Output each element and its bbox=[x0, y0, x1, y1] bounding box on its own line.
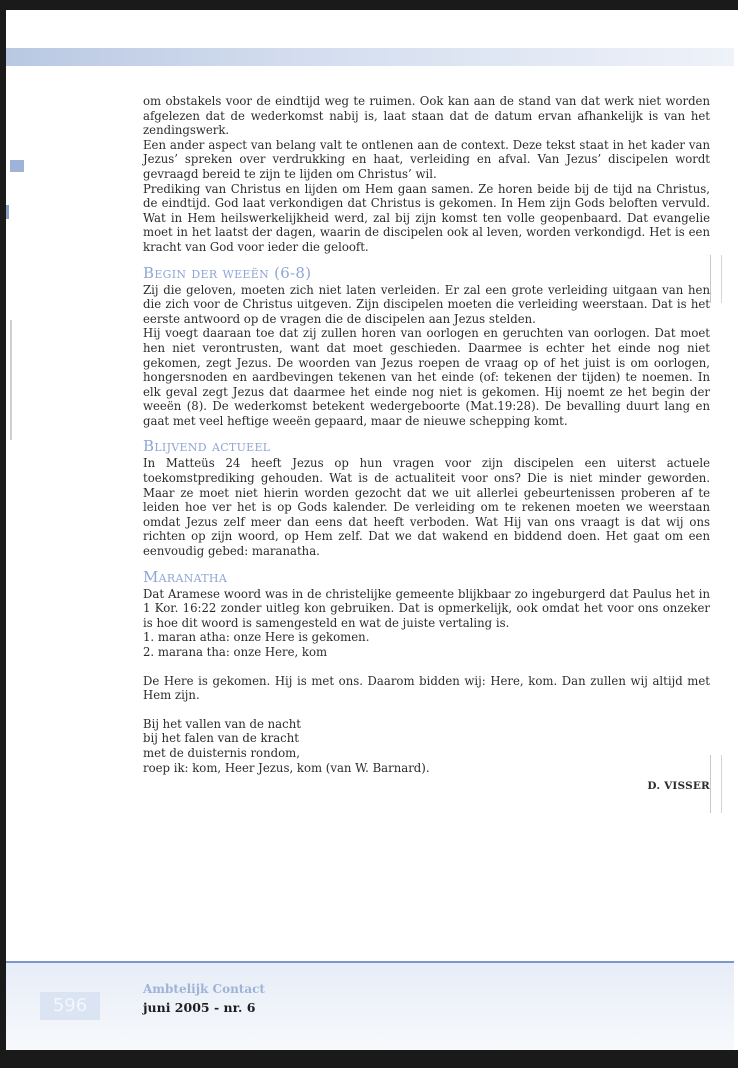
section-heading-maranatha: Maranatha bbox=[143, 567, 228, 586]
section-1-paragraph-1: Zij die geloven, moeten zich niet laten verleiden. Er zal een grote verleiding uitgaan van hen die zich voor de Christus uitgeven. Zijn discipelen moeten die verleiding weerstaan. Dat is het eerste antwoord op de vragen die de discipelen aan Jezus stelden. bbox=[143, 282, 710, 326]
list-item-1: 1. maran atha: onze Here is gekomen. bbox=[143, 630, 370, 645]
list-item-2: 2. marana tha: onze Here, kom bbox=[143, 645, 328, 659]
section-2-paragraph-1: In Matteüs 24 heeft Jezus op hun vragen voor zijn discipelen een uiterst actuele toekomstprediking gehouden. Wat is de actualiteit voor ons? Die is niet minder geworden. Maar ze moet niet hierin worden gezocht dat we uit allerlei gebeurtenissen proberen af te leiden hoe ver het is op Gods kalender. De verleiding om te rekenen moeten we weerstaan omdat Jezus zelf meer dan eens dat heeft verboden. Wat Hij van ons vraagt is dat wij ons richten op zijn woord, op Hem zelf. Dat we dat wakend en biddend doen. Het gaat om een eenvoudig gebed: maranatha. bbox=[143, 456, 710, 559]
footer-background bbox=[6, 963, 734, 1050]
article-body bbox=[143, 94, 710, 794]
section-heading-blijvend-actueel: Blijvend actueel bbox=[143, 437, 271, 456]
margin-edge-marker bbox=[6, 205, 9, 219]
page-number: 596 bbox=[40, 992, 100, 1020]
poem-line-3: met de duisternis rondom, bbox=[143, 745, 300, 760]
author-byline: D. VISSER bbox=[647, 780, 710, 793]
poem-line-2: bij het falen van de kracht bbox=[143, 731, 299, 746]
scan-left-border bbox=[0, 0, 6, 1068]
margin-tab-marker bbox=[10, 160, 24, 172]
intro-paragraph-1: om obstakels voor de eindtijd weg te ruimen. Ook kan aan de stand van dat werk niet worden afgelezen dat de wederkomst nabij is, laat staan dat de datum ervan afhankelijk is van het zendingswerk. bbox=[143, 94, 710, 138]
binding-mark-top bbox=[710, 255, 722, 303]
closing-paragraph: De Here is gekomen. Hij is met ons. Daarom bidden wij: Here, kom. Dan zullen wij altijd met Hem zijn. bbox=[143, 673, 710, 703]
section-heading-begin-der-weeen: Begin der weeën (6-8) bbox=[143, 263, 312, 282]
scan-bottom-border bbox=[0, 1050, 738, 1068]
binding-mark-bottom bbox=[710, 755, 722, 813]
issue-label: juni 2005 - nr. 6 bbox=[143, 1000, 256, 1015]
section-1-paragraph-2: Hij voegt daaraan toe dat zij zullen horen van oorlogen en geruchten van oorlogen. Dat moet hen niet verontrusten, want dat moet geschieden. Daarmee is echter het einde nog niet gekomen, zegt Jezus. De woorden van Jezus roepen de vraag op of het juist is om oorlogen, hongersnoden en aardbevingen tekenen van het einde (of: tekenen der tijden) te noemen. In elk geval zegt Jezus dat daarmee het einde nog niet is gekomen. Hij noemt ze het begin der weeën (8). De wederkomst betekent wedergeboorte (Mat.19:28). De bevalling duurt lang en gaat met veel heftige weeën gepaard, maar de nieuwe schepping komt. bbox=[143, 326, 710, 428]
margin-line bbox=[10, 320, 12, 440]
section-3-paragraph-1: Dat Aramese woord was in de christelijke gemeente blijkbaar zo ingeburgerd dat Paulus het in 1 Kor. 16:22 zonder uitleg kon gebruiken. Dat is opmerkelijk, ook omdat het voor ons onzeker is hoe dit woord is samengesteld en wat de juiste vertaling is. bbox=[143, 586, 710, 630]
footer-rule bbox=[6, 961, 734, 963]
header-band bbox=[6, 48, 734, 66]
publication-name: Ambtelijk Contact bbox=[143, 982, 265, 996]
poem-line-4: roep ik: kom, Heer Jezus, kom (van W. Barnard). bbox=[143, 760, 430, 775]
scan-top-border bbox=[0, 0, 738, 10]
intro-paragraph-2: Een ander aspect van belang valt te ontlenen aan de context. Deze tekst staat in het kader van Jezus’ spreken over verdrukking en haat, verleiding en afval. Van Jezus’ discipelen wordt gevraagd bereid te zijn te lijden om Christus’ wil. bbox=[143, 137, 710, 181]
poem-line-1: Bij het vallen van de nacht bbox=[143, 716, 301, 731]
intro-paragraph-3: Prediking van Christus en lijden om Hem gaan samen. Ze horen beide bij de tijd na Christus, de eindtijd. God laat verkondigen dat Christus is gekomen. In Hem zijn Gods beloften vervuld. Wat in Hem heilswerkelijkheid werd, zal bij zijn komst ten volle geopenbaard. Dat evangelie moet in het laatst der dagen, waarin de discipelen ook al leven, worden verkondigd. Het is een kracht van God voor ieder die gelooft. bbox=[143, 181, 710, 254]
